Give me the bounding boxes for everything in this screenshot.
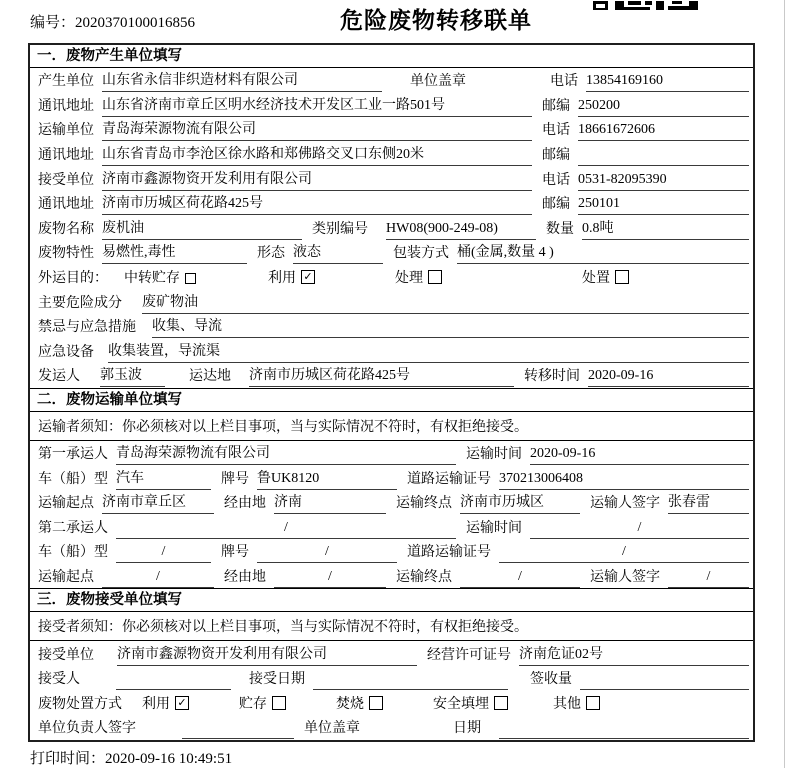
field-value [499,718,749,739]
form-header [0,0,796,43]
field-label: 运输人签字 [590,496,660,512]
spacer [368,727,453,728]
checkbox-icon [615,270,629,284]
spacer [508,702,553,703]
field-value: 济南市章丘区 [102,493,214,514]
field-value: 鲁UK8120 [257,469,397,490]
field-value: / [530,518,749,539]
field-label: 运输时间 [466,520,522,536]
field-value [182,718,294,739]
spacer [144,727,182,728]
row-waste-traits [30,240,753,265]
spacer [376,227,386,228]
field-value: 山东省青岛市李沧区徐水路和郑佛路交叉口东侧20米 [102,145,532,166]
field-value: 山东省永信非织造材料有限公司 [102,71,382,92]
field-label: 牌号 [221,545,249,561]
section-header-transport-section: 二．废物运输单位填写 [30,388,753,412]
field-value: / [499,542,749,563]
field-label: 废物名称 [38,221,94,237]
field-value: 液态 [293,243,383,264]
field-label: 第一承运人 [38,447,108,463]
field-label: 单位负责人签字 [38,721,136,737]
field-value: 青岛海荣源物流有限公司 [102,120,532,141]
field-value: / [668,567,749,588]
print-time-value: 2020-09-16 10:49:51 [105,751,233,767]
spacer [474,80,550,81]
field-value: 废机油 [102,219,302,240]
spacer [383,702,433,703]
field-value: 济南危证02号 [519,645,749,666]
serial-number [30,11,195,32]
manifest-form [28,43,755,742]
field-label: 经营许可证号 [427,647,511,663]
print-time-label: 打印时间： [30,751,106,767]
field-label: 运达地 [189,369,231,385]
field-label: 邮编 [542,148,570,164]
field-label: 接受单位 [38,647,94,663]
section-header-producer-section: 一．废物产生单位填写 [30,45,753,68]
field-value: 汽车 [116,469,211,490]
notice-text: 接受者须知：你必须核对以上栏目事项，当与实际情况不符时，有权拒绝接受。 [38,620,528,636]
checkbox-icon [428,270,442,284]
checkbox [142,693,189,713]
checkbox-label: 处理 [395,271,423,287]
field-label: 转移时间 [524,369,580,385]
field-value [578,145,749,166]
field-label: 签收量 [530,672,572,688]
print-time [30,747,232,768]
field-label: 通讯地址 [38,98,94,114]
row-second-carrier [30,515,753,540]
checkbox [336,693,383,713]
checkbox-icon [369,696,383,710]
notice-text: 运输者须知：你必须核对以上栏目事项，当与实际情况不符时，有权拒绝接受。 [38,419,528,435]
field-label: 邮编 [542,98,570,114]
checkbox [268,267,315,287]
row-receiver-unit [30,166,753,191]
spacer [286,702,336,703]
field-value [116,669,231,690]
field-label: 电话 [542,123,570,139]
field-value: 济南市历城区荷花路425号 [249,366,514,387]
row-waste-name [30,216,753,241]
field-value: 济南市鑫源物资开发利用有限公司 [117,645,417,666]
field-value: 郭玉波 [100,366,165,387]
checkbox [124,267,196,287]
checkbox-icon [185,273,196,284]
checkbox-label: 中转贮存 [124,271,180,287]
field-label: 通讯地址 [38,197,94,213]
row-hazard-components [30,289,753,314]
section-header-receiver-section: 三．废物接受单位填写 [30,588,753,612]
field-label: 废物特性 [38,246,94,262]
field-label: 运输时间 [466,447,522,463]
field-value: 张春雷 [668,493,749,514]
checkbox [395,267,442,287]
field-value: 2020-09-16 [588,366,749,387]
field-value: 2020-09-16 [530,444,749,465]
page-title: 危险废物转移联单 [340,7,532,33]
field-value: 废矿物油 [142,293,749,314]
field-value: HW08(900-249-08) [386,219,536,240]
field-value: 青岛海荣源物流有限公司 [116,444,456,465]
checkbox-label: 利用 [142,696,170,712]
field-value: 济南市历城区 [460,493,580,514]
field-value [313,669,508,690]
field-label: 外运目的： [38,271,108,287]
field-label: 第二承运人 [38,520,108,536]
field-label: 通讯地址 [38,148,94,164]
row-transporter-unit [30,117,753,142]
field-value: 370213006408 [499,469,749,490]
field-value [580,669,749,690]
checkbox-label: 焚烧 [336,696,364,712]
field-label: 接受人 [38,672,80,688]
page-edge-divider [784,0,785,768]
field-label: 运输终点 [396,569,452,585]
field-label: 电话 [550,74,578,90]
checkbox-icon: ✓ [175,696,189,710]
spacer [489,727,499,728]
field-label: 禁忌与应急措施 [38,320,136,336]
field-value: 0.8吨 [582,219,749,240]
checkbox [553,693,600,713]
checkbox-label: 贮存 [239,696,267,712]
spacer [189,702,239,703]
field-label: 车（船）型 [38,545,108,561]
field-value: 收集装置，导流渠 [108,342,749,363]
checkbox-label: 利用 [268,271,296,287]
field-label: 单位盖章 [304,721,360,737]
field-value: / [460,567,580,588]
field-label: 包装方式 [393,246,449,262]
field-label: 日期 [453,721,481,737]
field-label: 接受日期 [249,672,305,688]
field-label: 运输单位 [38,123,94,139]
field-value: 山东省济南市章丘区明水经济技术开发区工业一路501号 [102,96,532,117]
spacer [518,678,530,679]
spacer [130,702,142,703]
field-label: 运输人签字 [590,569,660,585]
checkbox-label: 处置 [582,271,610,287]
row-receiver-notice [30,612,753,641]
checkbox-label: 安全填埋 [433,696,489,712]
field-label: 道路运输证号 [407,545,491,561]
qr-code-fragment-icon [593,0,703,10]
field-label: 产生单位 [38,74,94,90]
field-value: 收集、导流 [152,317,749,338]
checkbox [239,693,286,713]
row-route-2 [30,564,753,589]
row-first-carrier [30,441,753,466]
field-value: 桶(金属,数量 4 ) [457,243,749,264]
field-label: 形态 [257,246,285,262]
field-value: / [274,567,386,588]
row-consignor [30,363,753,388]
row-receiver-address [30,191,753,216]
field-value: 0531-82095390 [578,170,749,191]
field-label: 经由地 [224,569,266,585]
spacer [315,277,395,278]
serial-label: 编号： [30,15,76,31]
field-value: 易燃性,毒性 [102,243,247,264]
spacer [239,375,249,376]
checkbox [582,267,629,287]
row-transporter-notice [30,412,753,441]
field-label: 废物处置方式 [38,696,122,712]
field-value: 18661672606 [578,120,749,141]
field-value: 济南市历城区荷花路425号 [102,194,532,215]
field-label: 主要危险成分 [38,295,122,311]
row-responsible-signature [30,715,753,740]
spacer [88,678,116,679]
checkbox-icon [586,696,600,710]
row-vehicle-2 [30,539,753,564]
field-label: 数量 [546,221,574,237]
field-label: 接受单位 [38,172,94,188]
field-label: 道路运输证号 [407,471,491,487]
spacer [175,375,189,376]
checkbox-icon [494,696,508,710]
spacer [116,277,124,278]
row-route-1 [30,490,753,515]
field-value: / [102,567,214,588]
field-label: 经由地 [224,496,266,512]
field-label: 运输终点 [396,496,452,512]
spacer [196,277,268,278]
field-label: 运输起点 [38,496,94,512]
field-label: 应急设备 [38,344,94,360]
spacer [241,678,249,679]
spacer [442,277,582,278]
field-label: 车（船）型 [38,471,108,487]
field-label: 发运人 [38,369,80,385]
field-value: / [116,518,456,539]
field-value: / [257,542,397,563]
row-receiver-person [30,666,753,691]
spacer [102,653,117,654]
serial-value: 2020370100016856 [75,15,196,31]
field-value: 济南市鑫源物资开发利用有限公司 [102,170,532,191]
checkbox-icon [272,696,286,710]
spacer [88,375,100,376]
row-producer-address [30,93,753,118]
field-value: / [116,542,211,563]
row-vehicle-1 [30,465,753,490]
field-label: 邮编 [542,197,570,213]
row-transfer-purpose [30,265,753,290]
row-disposal-method [30,690,753,715]
field-label: 类别编号 [312,221,368,237]
checkbox-icon: ✓ [301,270,315,284]
spacer [144,326,152,327]
row-receiving-unit [30,641,753,666]
spacer [392,80,410,81]
row-transporter-address [30,142,753,167]
row-emergency-equipment [30,339,753,364]
spacer [130,301,142,302]
row-emergency-measures [30,314,753,339]
field-value: 济南 [274,493,386,514]
field-label: 运输起点 [38,569,94,585]
field-label: 牌号 [221,471,249,487]
checkbox-label: 其他 [553,696,581,712]
field-value: 250101 [578,194,749,215]
field-label: 电话 [542,172,570,188]
row-producer-unit [30,68,753,93]
field-value: 250200 [578,96,749,117]
field-label: 单位盖章 [410,74,466,90]
field-value: 13854169160 [586,71,749,92]
checkbox [433,693,508,713]
